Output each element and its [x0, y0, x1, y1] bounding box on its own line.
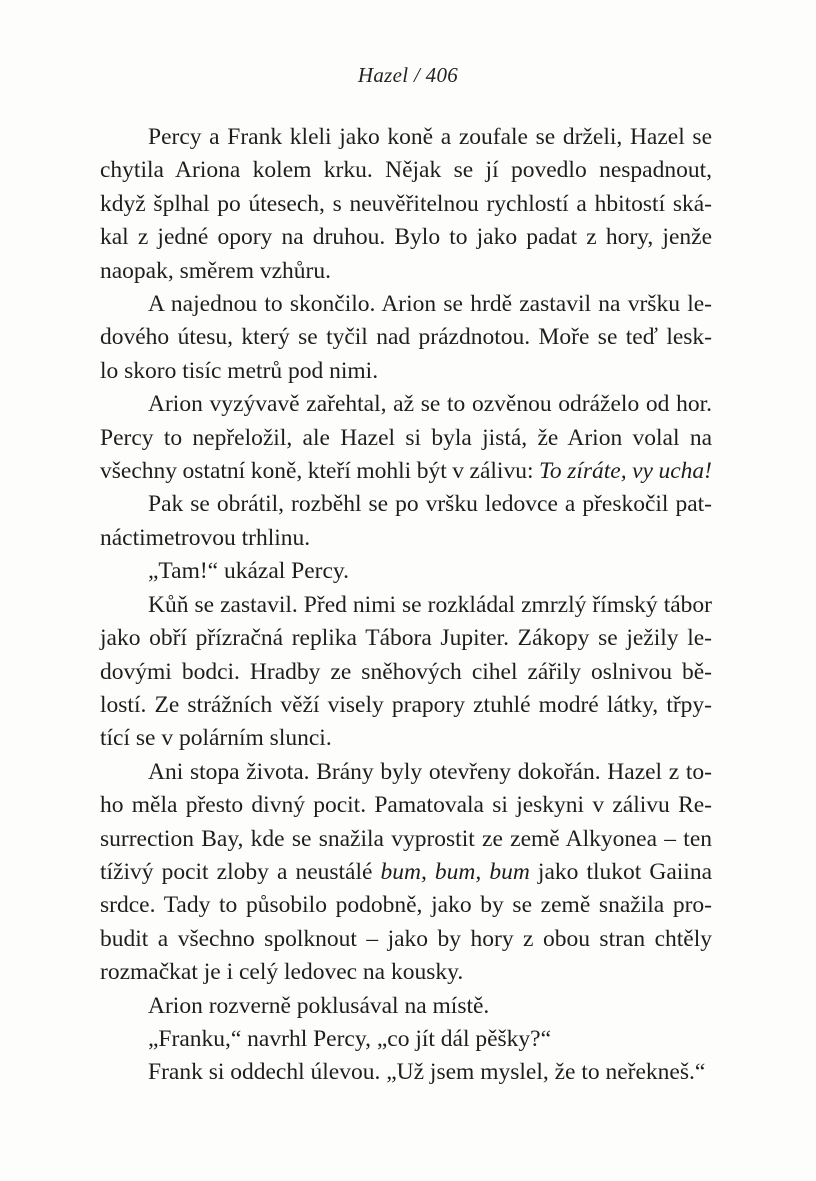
paragraph [100, 1056, 712, 1089]
text-line [100, 288, 712, 321]
text-line [100, 388, 712, 421]
text-run: když šplhal po útesech, s neuvěřitelnou rychlostí a hbitostí ská- [100, 190, 712, 217]
text-run: rozmačkat je i celý ledovec na kousky. [100, 959, 464, 986]
text-run: Percy a Frank kleli jako koně a zoufale se drželi, Hazel se [148, 124, 712, 150]
text-run: Arion rozverně poklusával na místě. [148, 992, 490, 1019]
text-line [100, 1056, 712, 1089]
text-line [100, 488, 712, 521]
text-run: náctimetrovou trhlinu. [100, 524, 311, 551]
text-line [100, 522, 712, 555]
text-run: surrection Bay, kde se snažila vyprostit ze země Alkyonea – ten [100, 825, 712, 852]
text-line [100, 889, 712, 922]
text-line [100, 722, 712, 755]
text-run: kal z jedné opory na druhou. Bylo to jako padat z hory, jenže [100, 224, 712, 251]
page-header-title: Hazel / 406 [357, 63, 459, 87]
text-line [100, 255, 712, 288]
text-line [100, 856, 712, 889]
text-line [100, 756, 712, 789]
text-run: Kůň se zastavil. Před nimi se rozkládal zmrzlý římský tábor [148, 591, 712, 618]
text-run: Pak se obrátil, rozběhl se po vršku ledovce a přeskočil pat- [148, 491, 712, 518]
text-line [100, 789, 712, 822]
text-run: dového útesu, který se tyčil nad prázdnotou. Moře se teď lesk- [100, 324, 712, 351]
text-line [100, 188, 712, 221]
text-line [100, 455, 712, 488]
text-run: tící se v polárním slunci. [100, 725, 332, 752]
paragraph [100, 555, 712, 588]
text-line [100, 923, 712, 956]
text-run: jako obří přízračná replika Tábora Jupiter. Zákopy se ježily le- [100, 625, 712, 652]
text-line [100, 823, 712, 856]
text-line [100, 1023, 712, 1056]
text-run: chytila Ariona kolem krku. Nějak se jí povedlo nespadnout, [100, 157, 712, 184]
text-line [100, 689, 712, 722]
text-line [100, 990, 712, 1023]
text-run: všechny ostatní koně, kteří mohli být v zálivu: [100, 458, 540, 485]
paragraph [100, 288, 712, 388]
running-head [0, 62, 816, 88]
text-run: tíživý pocit zloby a neustálé [100, 858, 381, 885]
text-line [100, 321, 712, 354]
text-line [100, 121, 712, 154]
italic-text-run: bum, bum, bum [380, 858, 530, 885]
text-run: srdce. Tady to působilo podobně, jako by se země snažila pro- [100, 892, 712, 919]
text-run: Ani stopa života. Brány byly otevřeny dokořán. Hazel z to- [148, 758, 712, 785]
text-run: „Tam!“ ukázal Percy. [148, 558, 350, 585]
text-line [100, 555, 712, 588]
text-line [100, 154, 712, 187]
text-run: Arion vyzývavě zařehtal, až se to ozvěnou odráželo od hor. [148, 391, 712, 418]
text-line [100, 589, 712, 622]
text-line [100, 355, 712, 388]
text-run: ho měla přesto divný pocit. Pamatovala si jeskyni v zálivu Re- [100, 792, 712, 819]
text-run: Frank si oddechl úlevou. „Už jsem myslel, že to neřekneš.“ [148, 1059, 706, 1086]
text-run: Percy to nepřeložil, ale Hazel si byla jistá, že Arion volal na [100, 424, 712, 451]
text-run: budit a všechno spolknout – jako by hory z obou stran chtěly [100, 925, 712, 952]
text-line [100, 221, 712, 254]
italic-text-run: To zíráte, vy ucha! [539, 458, 713, 485]
text-run: naopak, směrem vzhůru. [100, 257, 332, 284]
text-run: A najednou to skončilo. Arion se hrdě zastavil na vršku le- [148, 291, 712, 318]
text-run: jako tlukot Gaiina [529, 858, 713, 885]
text-line [100, 422, 712, 455]
text-run: lostí. Ze strážních věží visely prapory ztuhlé modré látky, třpy- [100, 691, 712, 718]
paragraph [100, 756, 712, 990]
text-line [100, 622, 712, 655]
paragraph [100, 990, 712, 1023]
text-run: dovými bodci. Hradby ze sněhových cihel zářily oslnivou bě- [100, 658, 712, 685]
text-line [100, 956, 712, 989]
text-run: „Franku,“ navrhl Percy, „co jít dál pěšky?“ [148, 1025, 552, 1052]
paragraph [100, 388, 712, 488]
paragraph [100, 1023, 712, 1056]
paragraph [100, 488, 712, 555]
paragraph [100, 589, 712, 756]
text-line [100, 656, 712, 689]
text-run: lo skoro tisíc metrů pod nimi. [100, 357, 379, 384]
page-body [100, 121, 712, 1090]
paragraph [100, 121, 712, 288]
